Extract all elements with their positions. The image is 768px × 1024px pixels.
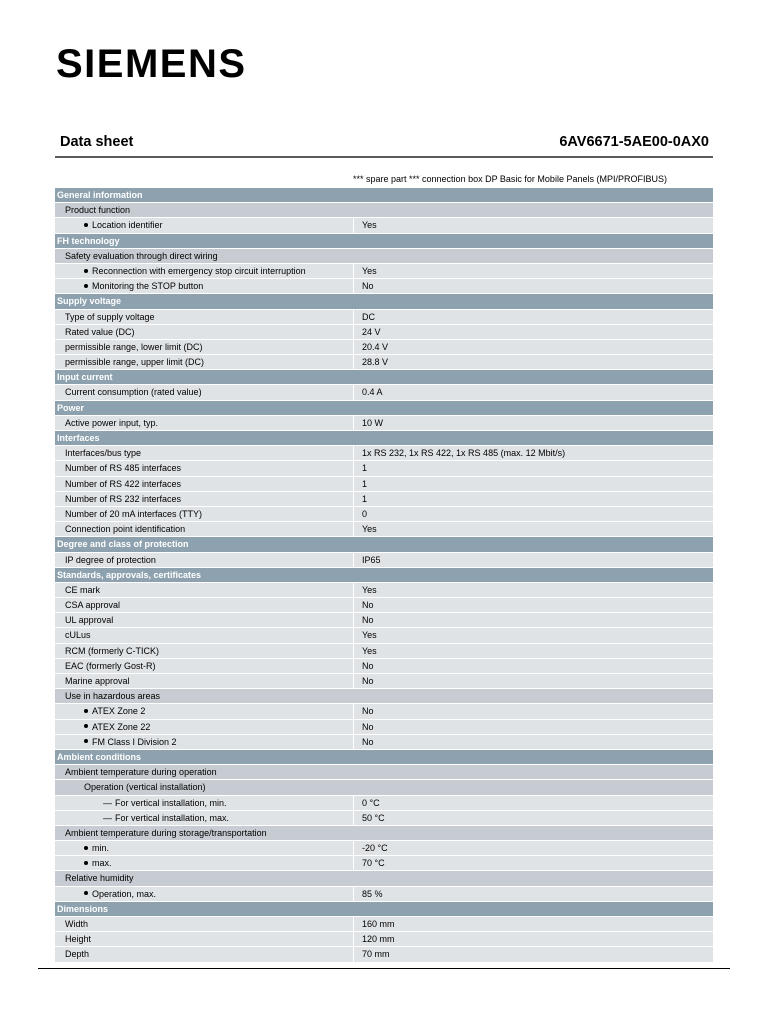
value-cell <box>353 553 713 567</box>
row-label-text: Power <box>57 402 85 413</box>
row-label <box>57 750 141 764</box>
row-label-text: Depth <box>65 949 90 960</box>
value-cell <box>353 887 713 901</box>
row-label <box>84 856 112 870</box>
spec-row <box>55 218 713 233</box>
spec-row <box>55 704 713 719</box>
spec-row <box>55 340 713 355</box>
row-label <box>65 644 159 658</box>
value-cell <box>353 932 713 946</box>
value-cell <box>353 841 713 855</box>
bullet-icon <box>84 846 88 850</box>
bullet-icon <box>84 861 88 865</box>
row-label-text: Current consumption (rated value) <box>65 387 202 398</box>
spec-row <box>55 264 713 279</box>
section-header <box>55 750 713 765</box>
spec-row <box>55 917 713 932</box>
spec-row <box>55 856 713 871</box>
subsection-row <box>55 871 713 886</box>
section-header <box>55 234 713 249</box>
subsection-row <box>55 780 713 795</box>
row-label <box>84 780 206 794</box>
row-value: No <box>362 660 374 671</box>
value-cell <box>353 720 713 734</box>
spec-row <box>55 553 713 568</box>
row-value: -20 °C <box>362 843 388 854</box>
row-label-text: Rated value (DC) <box>65 326 135 337</box>
value-cell <box>353 416 713 430</box>
row-label-text: Operation (vertical installation) <box>84 782 206 793</box>
spec-row <box>55 947 713 962</box>
article-number: 6AV6671-5AE00-0AX0 <box>559 134 709 150</box>
value-cell <box>353 477 713 491</box>
title-bar <box>55 132 713 158</box>
row-label <box>84 720 150 734</box>
row-value: 1 <box>362 478 368 489</box>
row-label-text: Dimensions <box>57 903 109 914</box>
row-value: Yes <box>362 220 377 231</box>
row-value: Yes <box>362 265 377 276</box>
section-header <box>55 401 713 416</box>
row-label <box>65 598 120 612</box>
value-cell <box>353 796 713 810</box>
row-label <box>103 811 229 825</box>
spec-row <box>55 446 713 461</box>
row-value: 70 °C <box>362 858 385 869</box>
value-cell <box>353 628 713 642</box>
row-label-text: Standards, approvals, certificates <box>57 569 202 580</box>
spec-row <box>55 461 713 476</box>
value-cell <box>353 385 713 399</box>
row-label <box>57 537 189 551</box>
value-cell <box>353 325 713 339</box>
spec-row <box>55 659 713 674</box>
row-label-text: Height <box>65 934 92 945</box>
value-cell <box>353 613 713 627</box>
section-header <box>55 370 713 385</box>
bullet-icon <box>84 724 88 728</box>
spec-row <box>55 492 713 507</box>
row-label-text: Number of RS 485 interfaces <box>65 463 182 474</box>
subsection-row <box>55 249 713 264</box>
row-label <box>57 431 100 445</box>
row-value: 1 <box>362 463 368 474</box>
row-label <box>65 340 203 354</box>
row-label-text: CSA approval <box>65 600 121 611</box>
row-value: 50 °C <box>362 812 385 823</box>
spec-row <box>55 932 713 947</box>
dash-icon: — <box>103 797 112 808</box>
row-label-text: Supply voltage <box>57 296 122 307</box>
spec-row <box>55 796 713 811</box>
row-label-text: Use in hazardous areas <box>65 691 161 702</box>
spec-row <box>55 583 713 598</box>
row-value: 0.4 A <box>362 387 383 398</box>
row-label-text: Interfaces <box>57 433 100 443</box>
row-label-text: FM Class I Division 2 <box>92 736 177 747</box>
row-label-text: max. <box>92 858 112 869</box>
row-value: DC <box>362 311 375 322</box>
row-label-text: Reconnection with emergency stop circuit interruption <box>92 265 306 276</box>
row-label-text: Width <box>65 919 89 929</box>
row-value: 10 W <box>362 417 384 428</box>
row-value: 0 °C <box>362 797 380 808</box>
row-label <box>65 628 91 642</box>
row-label-text: Ambient conditions <box>57 751 141 762</box>
spec-row <box>55 522 713 537</box>
spec-row <box>55 310 713 325</box>
row-label <box>65 826 267 840</box>
row-label <box>57 370 113 384</box>
row-label-text: Interfaces/bus type <box>65 448 142 459</box>
row-label <box>65 613 113 627</box>
bullet-icon <box>84 891 88 895</box>
row-value: 24 V <box>362 326 381 337</box>
row-label <box>84 264 306 278</box>
section-header <box>55 537 713 552</box>
value-cell <box>353 310 713 324</box>
row-label <box>57 568 201 582</box>
spec-row <box>55 674 713 689</box>
value-cell <box>353 218 713 232</box>
row-label-text: CE mark <box>65 584 101 595</box>
dash-icon: — <box>103 812 112 823</box>
row-label-text: Relative humidity <box>65 873 134 884</box>
row-value: 20.4 V <box>362 341 389 352</box>
row-label <box>65 553 156 567</box>
product-description: *** spare part *** connection box DP Basic for Mobile Panels (MPI/PROFIBUS) <box>353 174 667 184</box>
row-label <box>65 446 141 460</box>
row-label-text: Number of RS 422 interfaces <box>65 478 182 489</box>
row-label-text: Product function <box>65 205 131 216</box>
row-label <box>57 401 84 415</box>
row-label <box>65 932 91 946</box>
row-label-text: Degree and class of protection <box>57 539 189 550</box>
row-label-text: min. <box>92 843 110 854</box>
row-label <box>65 871 134 885</box>
row-label <box>65 689 160 703</box>
row-label <box>65 492 181 506</box>
row-label <box>65 765 217 779</box>
section-header <box>55 294 713 309</box>
row-label <box>65 583 100 597</box>
row-label-text: Number of 20 mA interfaces (TTY) <box>65 508 203 519</box>
bullet-icon <box>84 223 88 227</box>
row-value: No <box>362 706 374 717</box>
row-label-text: Location identifier <box>92 220 163 231</box>
row-label-text: Ambient temperature during operation <box>65 767 217 778</box>
row-value: 1 <box>362 493 368 504</box>
spec-row <box>55 598 713 613</box>
row-label-text: EAC (formerly Gost-R) <box>65 660 156 671</box>
value-cell <box>353 659 713 673</box>
value-cell <box>353 811 713 825</box>
row-value: 160 mm <box>362 919 395 929</box>
row-value: Yes <box>362 645 377 656</box>
section-header <box>55 431 713 446</box>
row-label-text: permissible range, upper limit (DC) <box>65 357 205 368</box>
doc-type-title: Data sheet <box>60 134 134 150</box>
row-value: 1x RS 232, 1x RS 422, 1x RS 485 (max. 12 Mbit/s) <box>362 448 566 459</box>
spec-row <box>55 477 713 492</box>
row-label <box>57 902 108 916</box>
row-label-text: Number of RS 232 interfaces <box>65 493 182 504</box>
row-value: 120 mm <box>362 934 395 945</box>
row-label-text: RCM (formerly C-TICK) <box>65 645 159 656</box>
row-label <box>84 279 203 293</box>
spec-row <box>55 735 713 750</box>
row-label <box>57 234 120 248</box>
section-header <box>55 902 713 917</box>
row-label-text: Input current <box>57 372 113 383</box>
row-label <box>65 385 202 399</box>
bullet-icon <box>84 269 88 273</box>
row-label-text: cULus <box>65 630 91 641</box>
row-label <box>65 461 181 475</box>
spec-row <box>55 887 713 902</box>
spec-row <box>55 644 713 659</box>
row-label-text: Monitoring the STOP button <box>92 281 204 292</box>
value-cell <box>353 507 713 521</box>
row-label-text: Connection point identification <box>65 524 186 535</box>
row-label <box>57 294 121 308</box>
spec-row <box>55 811 713 826</box>
row-label <box>103 796 227 810</box>
row-label <box>65 477 181 491</box>
spec-row <box>55 279 713 294</box>
subsection-row <box>55 203 713 218</box>
row-label <box>57 188 143 202</box>
row-label <box>65 325 135 339</box>
row-value: No <box>362 721 374 732</box>
row-value: No <box>362 600 374 611</box>
row-label-text: Active power input, typ. <box>65 417 159 428</box>
value-cell <box>353 583 713 597</box>
row-label-text: IP degree of protection <box>65 554 156 565</box>
row-label-text: Type of supply voltage <box>65 311 155 322</box>
subsection-row <box>55 765 713 780</box>
row-label <box>65 310 155 324</box>
row-label-text: FH technology <box>57 235 120 246</box>
row-value: No <box>362 615 374 626</box>
row-label <box>65 947 89 961</box>
row-label <box>65 203 130 217</box>
row-value: 70 mm <box>362 949 390 960</box>
footer-divider <box>38 968 730 969</box>
row-label <box>65 917 88 931</box>
spec-table <box>55 188 713 963</box>
value-cell <box>353 492 713 506</box>
spec-row <box>55 385 713 400</box>
row-label <box>65 659 156 673</box>
spec-row <box>55 507 713 522</box>
spec-row <box>55 841 713 856</box>
row-label <box>65 249 218 263</box>
row-value: No <box>362 281 374 292</box>
row-label-text: permissible range, lower limit (DC) <box>65 341 203 352</box>
row-label <box>84 887 156 901</box>
row-label-text: ATEX Zone 22 <box>92 721 151 732</box>
row-value: 85 % <box>362 888 383 899</box>
bullet-icon <box>84 284 88 288</box>
row-label <box>84 218 163 232</box>
row-label-text: General information <box>57 190 143 200</box>
row-label <box>65 507 202 521</box>
value-cell <box>353 264 713 278</box>
row-label-text: Marine approval <box>65 676 130 686</box>
row-value: Yes <box>362 630 377 641</box>
spec-row <box>55 355 713 370</box>
row-label-text: For vertical installation, min. <box>115 797 227 808</box>
value-cell <box>353 704 713 718</box>
section-header <box>55 568 713 583</box>
subsection-row <box>55 826 713 841</box>
spec-row <box>55 628 713 643</box>
row-label <box>84 841 109 855</box>
row-label <box>84 735 177 749</box>
row-label-text: For vertical installation, max. <box>115 812 230 823</box>
row-label-text: UL approval <box>65 615 114 626</box>
row-value: Yes <box>362 524 377 535</box>
value-cell <box>353 644 713 658</box>
row-label-text: Operation, max. <box>92 888 157 899</box>
spec-row <box>55 416 713 431</box>
row-label <box>84 704 145 718</box>
row-label-text: Ambient temperature during storage/transportation <box>65 827 267 838</box>
bullet-icon <box>84 739 88 743</box>
value-cell <box>353 947 713 961</box>
siemens-logo: SIEMENS <box>56 42 247 86</box>
row-label <box>65 522 185 536</box>
bullet-icon <box>84 709 88 713</box>
row-label <box>65 416 158 430</box>
spec-row <box>55 720 713 735</box>
value-cell <box>353 598 713 612</box>
row-value: IP65 <box>362 554 381 565</box>
row-value: No <box>362 736 374 747</box>
section-header <box>55 188 713 203</box>
row-value: 0 <box>362 508 368 519</box>
row-value: No <box>362 676 374 686</box>
spec-row <box>55 613 713 628</box>
value-cell <box>353 340 713 354</box>
row-label-text: ATEX Zone 2 <box>92 706 146 717</box>
value-cell <box>353 279 713 293</box>
value-cell <box>353 355 713 369</box>
value-cell <box>353 674 713 688</box>
row-label <box>65 355 204 369</box>
value-cell <box>353 461 713 475</box>
row-value: 28.8 V <box>362 357 389 368</box>
value-cell <box>353 856 713 870</box>
row-label <box>65 674 130 688</box>
value-cell <box>353 735 713 749</box>
value-cell <box>353 917 713 931</box>
subsection-row <box>55 689 713 704</box>
value-cell <box>353 522 713 536</box>
row-label-text: Safety evaluation through direct wiring <box>65 250 218 261</box>
spec-row <box>55 325 713 340</box>
row-value: Yes <box>362 584 377 595</box>
